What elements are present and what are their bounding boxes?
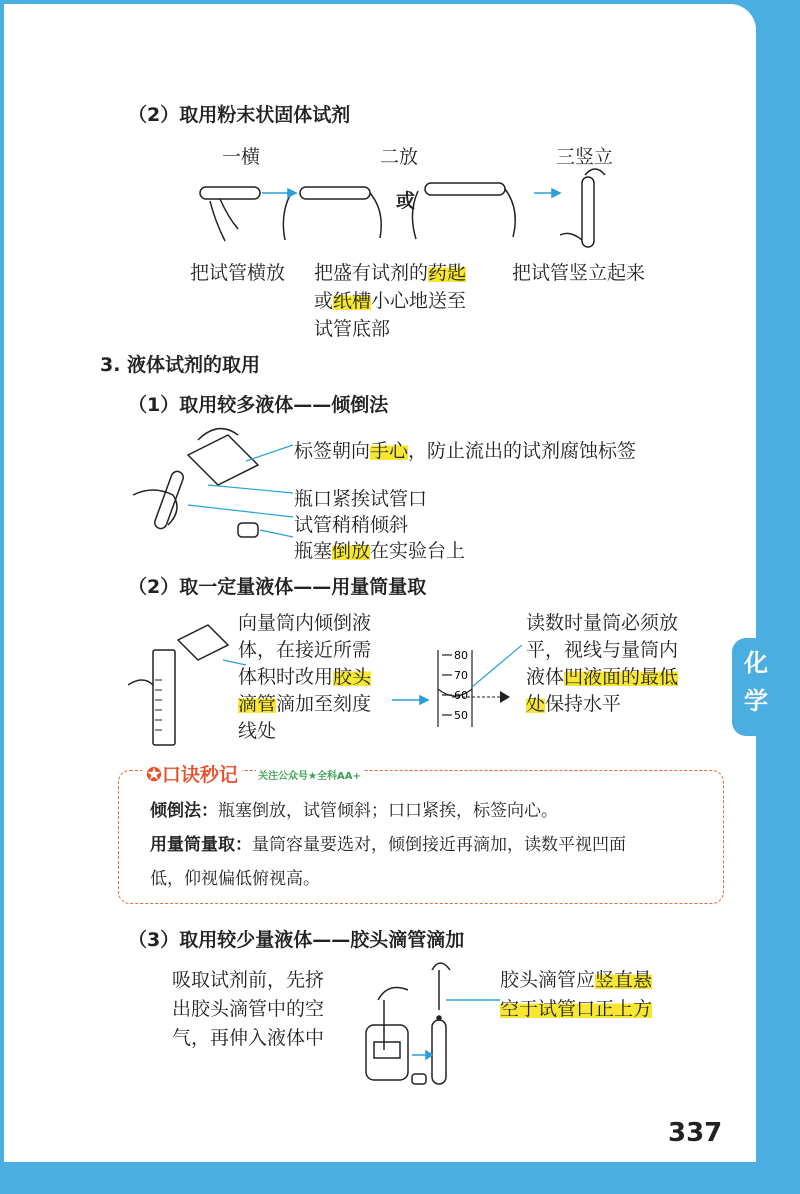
tip-title: ✪口诀秒记 bbox=[142, 760, 242, 787]
pour-note-tilt: 试管稍稍倾斜 bbox=[294, 514, 409, 536]
tick-50: 50 bbox=[454, 709, 468, 722]
pour-note-label: 标签朝向手心，防止流出的试剂腐蚀标签 bbox=[294, 440, 637, 462]
measure-right-text: 读数时量筒必须放 平，视线与量筒内 液体凹液面的最低 处保持水平 bbox=[526, 612, 679, 715]
dropper-left-text: 吸取试剂前，先挤 出胶头滴管中的空 气，再伸入液体中 bbox=[172, 969, 325, 1049]
tip-subtitle: 关注公众号★全科AA+ bbox=[256, 767, 363, 782]
tick-80: 80 bbox=[454, 649, 468, 662]
liquid-heading: 3. 液体试剂的取用 bbox=[100, 354, 261, 376]
right-border-band bbox=[752, 30, 800, 1170]
step2-caption-line2: 或纸槽小心地送至 bbox=[314, 290, 467, 312]
stopper-2 bbox=[412, 1074, 426, 1084]
or-label: 或 bbox=[396, 190, 416, 212]
tick-60: 60 bbox=[454, 689, 468, 702]
dropper-right-text: 胶头滴管应竖直悬 空于试管口正上方 bbox=[500, 969, 653, 1020]
hand-dropper-2 bbox=[432, 963, 450, 970]
step2-caption-line3: 试管底部 bbox=[314, 318, 391, 340]
step2-caption-line1: 把盛有试剂的药匙 bbox=[314, 262, 467, 284]
subject-tab: 化 学 bbox=[732, 638, 780, 736]
dropper-heading: （3）取用较少量液体——胶头滴管滴加 bbox=[128, 929, 465, 951]
step1-caption: 把试管横放 bbox=[190, 262, 286, 284]
bottom-border-band bbox=[0, 1160, 800, 1194]
step3-title: 三竖立 bbox=[556, 146, 614, 168]
tick-70: 70 bbox=[454, 669, 468, 682]
test-tube-horizontal-3 bbox=[425, 183, 505, 195]
dropper-illustration bbox=[360, 960, 500, 1090]
hand-1 bbox=[210, 199, 238, 241]
tip-measure-line1: 用量筒量取：量筒容量要选对，倾倒接近再滴加，读数平视凹面 bbox=[150, 835, 626, 855]
page-number: 337 bbox=[668, 1118, 723, 1148]
powder-illustration bbox=[190, 165, 650, 255]
test-tube-horizontal-2 bbox=[300, 187, 370, 199]
hands-3 bbox=[412, 189, 515, 239]
hands-2 bbox=[283, 193, 381, 240]
tip-measure-line2: 低，仰视偏低俯视高。 bbox=[150, 869, 320, 889]
test-tube-horizontal-1 bbox=[200, 187, 260, 199]
measure-heading: （2）取一定量液体——用量筒量取 bbox=[128, 576, 427, 598]
step1-title: 一横 bbox=[222, 146, 261, 168]
bottle-label bbox=[374, 1042, 400, 1058]
tip-pour-line: 倾倒法：瓶塞倒放，试管倾斜；口口紧挨，标签向心。 bbox=[150, 801, 558, 821]
test-tube-vertical bbox=[582, 177, 594, 247]
powder-heading: （2）取用粉末状固体试剂 bbox=[128, 104, 351, 126]
pour-heading: （1）取用较多液体——倾倒法 bbox=[128, 394, 389, 416]
reagent-bottle-3 bbox=[366, 1025, 408, 1080]
pour-note-stopper: 瓶塞倒放在实验台上 bbox=[294, 540, 466, 562]
step2-title: 二放 bbox=[380, 146, 419, 168]
bulb-icon: ✪ bbox=[146, 764, 162, 786]
test-tube-3 bbox=[432, 1020, 446, 1084]
hand-dropper-1 bbox=[378, 988, 408, 1000]
stopper bbox=[238, 523, 258, 537]
holding-hand-2 bbox=[128, 680, 153, 685]
pour-note-mouth: 瓶口紧挨试管口 bbox=[294, 488, 428, 510]
tilted-test-tube bbox=[153, 470, 185, 530]
cylinder-illustration bbox=[128, 610, 248, 750]
scale-illustration bbox=[392, 645, 522, 735]
reagent-bottle-2 bbox=[178, 625, 228, 660]
pour-illustration bbox=[128, 425, 298, 555]
eye-icon bbox=[500, 691, 510, 703]
measure-left-text: 向量筒内倾倒液 体，在接近所需 体积时改用胶头 滴管滴加至刻度 线处 bbox=[238, 612, 372, 742]
graduated-cylinder bbox=[153, 650, 175, 745]
step3-caption: 把试管竖立起来 bbox=[512, 262, 646, 284]
